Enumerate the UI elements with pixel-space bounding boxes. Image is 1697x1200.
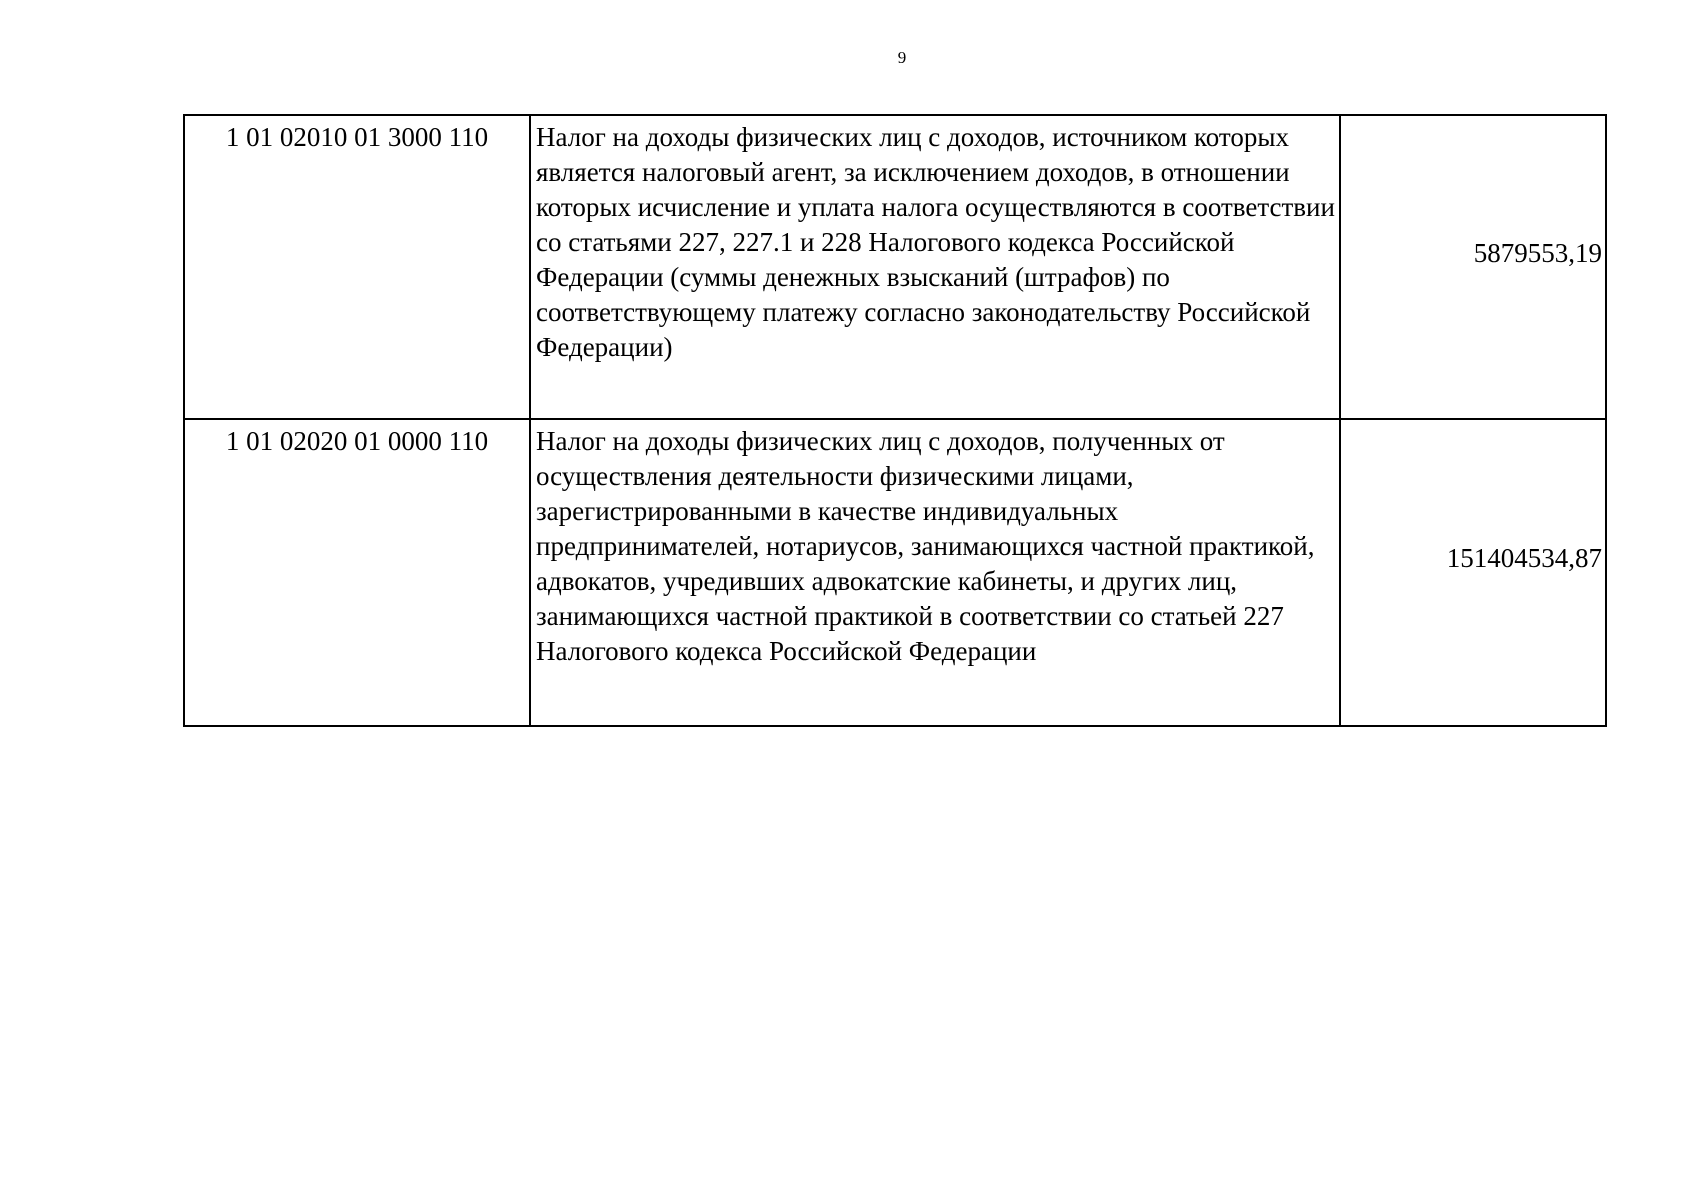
budget-classification-code: 1 01 02010 01 3000 110 <box>184 115 530 419</box>
table-row <box>184 419 1606 726</box>
revenue-name: Налог на доходы физических лиц с доходов, источником которых является налоговый агент, за исключением доходов, в отношении которых исчисление и уплата налога осуществляются в соответствии со статьями 227, 227.1 и 228 Налогового кодекса Российской Федерации (суммы денежных взысканий (штрафов) по соответствующему платежу согласно законодательству Российской Федерации) <box>530 115 1340 419</box>
budget-revenue-table <box>183 114 1607 727</box>
amount-value: 151404534,87 <box>1446 543 1602 573</box>
table-row <box>184 115 1606 419</box>
amount-cell <box>1340 419 1606 726</box>
amount-value: 5879553,19 <box>1473 237 1602 268</box>
revenue-name: Налог на доходы физических лиц с доходов, полученных от осуществления деятельности физическими лицами, зарегистрированными в качестве индивидуальных предпринимателей, нотариусов, занимающихся частной практикой, адвокатов, учредивших адвокатские кабинеты, и других лиц, занимающихся частной практикой в соответствии со статьей 227 Налогового кодекса Российской Федерации <box>530 419 1340 726</box>
budget-classification-code: 1 01 02020 01 0000 110 <box>184 419 530 726</box>
page-number: 9 <box>897 48 907 67</box>
amount-cell <box>1340 115 1606 419</box>
